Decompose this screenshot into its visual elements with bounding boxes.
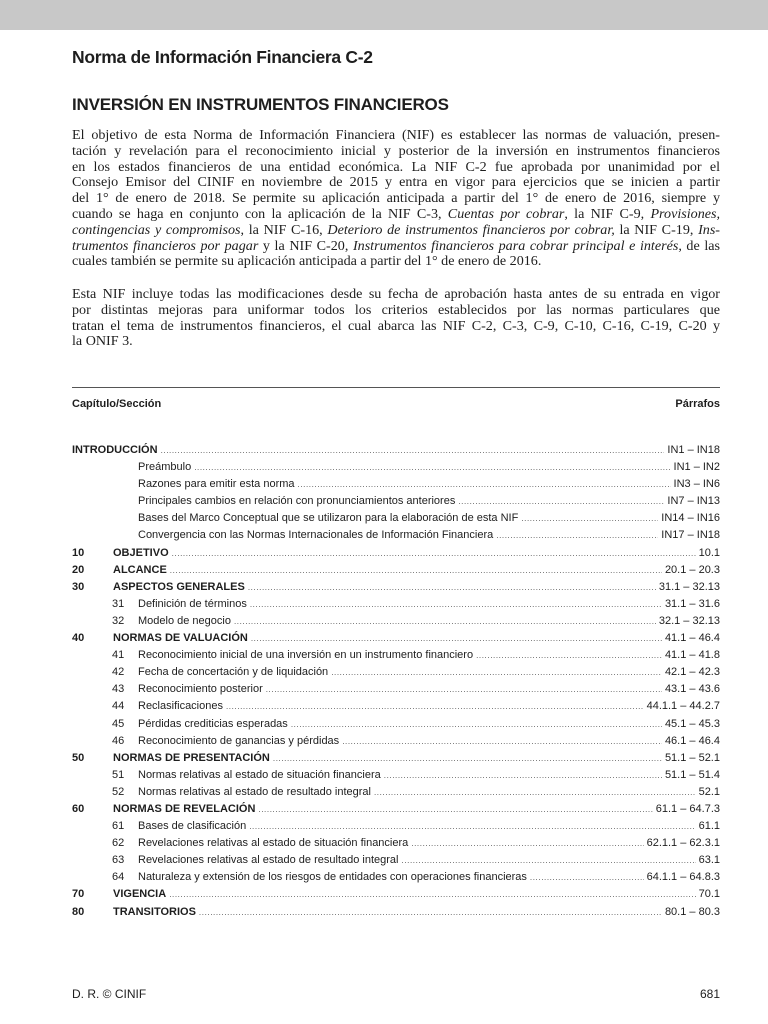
divider-rule: [72, 387, 720, 388]
toc-entry-paragraphs: 41.1 – 41.8: [664, 649, 720, 662]
table-of-contents: [72, 442, 720, 921]
toc-entry-paragraphs: IN1 – IN2: [673, 461, 720, 474]
toc-row: [72, 835, 720, 852]
toc-leader-dots: [476, 647, 662, 664]
toc-entry-title: Definición de términos: [138, 597, 247, 610]
toc-leader-dots: [530, 869, 644, 886]
toc-entry-paragraphs: 46.1 – 46.4: [664, 734, 720, 747]
toc-section-number: 44: [112, 700, 125, 713]
toc-entry-title: ASPECTOS GENERALES: [113, 580, 245, 593]
modifications-paragraph: [72, 287, 720, 350]
toc-entry-title: Fecha de concertación y de liquidación: [138, 666, 329, 679]
objective-paragraph: [72, 128, 720, 270]
modifications-paragraph-line: tratan el tema de instrumentos financieros, el cual abarca las NIF C-2, C-3, C-9, C-10, C-16, C-19, C-20 y: [72, 317, 720, 334]
toc-entry-title: NORMAS DE PRESENTACIÓN: [113, 751, 270, 764]
toc-row: [72, 613, 720, 630]
toc-row: [72, 869, 720, 886]
main-title: INVERSIÓN EN INSTRUMENTOS FINANCIEROS: [72, 95, 449, 114]
toc-entry-paragraphs: 51.1 – 51.4: [664, 768, 720, 781]
toc-entry-paragraphs: 80.1 – 80.3: [664, 905, 720, 918]
toc-entry-paragraphs: 43.1 – 43.6: [664, 683, 720, 696]
toc-leader-dots: [226, 698, 644, 715]
toc-row: [72, 767, 720, 784]
toc-row: [72, 750, 720, 767]
toc-entry-title: Normas relativas al estado de resultado integral: [138, 785, 371, 798]
modifications-paragraph-line: por distintas mejoras para uniformar todos los criterios establecidos por las normas particulares que: [72, 301, 720, 318]
toc-entry-paragraphs: 32.1 – 32.13: [658, 614, 720, 627]
toc-row: [72, 716, 720, 733]
toc-entry-title: Modelo de negocio: [138, 614, 231, 627]
toc-section-number: 64: [112, 871, 125, 884]
objective-paragraph-line: trumentos financieros por pagar y la NIF C-20, Instrumentos financieros para cobrar principal e interés, de las: [72, 237, 720, 254]
toc-leader-dots: [521, 510, 658, 527]
toc-row: [72, 459, 720, 476]
toc-leader-dots: [170, 562, 662, 579]
toc-chapter-number: 40: [72, 632, 85, 645]
toc-chapter-number: 50: [72, 751, 85, 764]
toc-section-number: 41: [112, 649, 125, 662]
toc-entry-title: NORMAS DE VALUACIÓN: [113, 632, 248, 645]
toc-row: [72, 647, 720, 664]
toc-row: [72, 664, 720, 681]
objective-paragraph-line: tación y revelación para el reconocimiento inicial y posterior de la inversión en instrumentos financieros: [72, 142, 720, 159]
toc-header: [72, 398, 720, 410]
objective-paragraph-line: contingencias y compromisos, la NIF C-16, Deterioro de instrumentos financieros por cobrar, la NIF C-19, Ins-: [72, 221, 720, 238]
toc-leader-dots: [194, 459, 670, 476]
toc-entry-title: VIGENCIA: [113, 888, 167, 901]
toc-leader-dots: [496, 527, 658, 544]
toc-row: [72, 442, 720, 459]
toc-leader-dots: [384, 767, 662, 784]
toc-entry-paragraphs: 20.1 – 20.3: [664, 563, 720, 576]
toc-leader-dots: [249, 818, 695, 835]
toc-row: [72, 784, 720, 801]
toc-entry-paragraphs: 42.1 – 42.3: [664, 666, 720, 679]
toc-leader-dots: [258, 801, 652, 818]
toc-entry-title: Normas relativas al estado de situación financiera: [138, 768, 381, 781]
toc-col-chapter-label: Capítulo/Sección: [72, 398, 162, 410]
toc-leader-dots: [291, 716, 662, 733]
toc-chapter-number: 30: [72, 580, 85, 593]
toc-row: [72, 510, 720, 527]
toc-chapter-number: 80: [72, 905, 85, 918]
toc-entry-paragraphs: 45.1 – 45.3: [664, 717, 720, 730]
toc-entry-title: Bases del Marco Conceptual que se utilizaron para la elaboración de esta NIF: [138, 512, 519, 525]
toc-section-number: 32: [112, 614, 125, 627]
toc-row: [72, 476, 720, 493]
toc-entry-title: Naturaleza y extensión de los riesgos de entidades con operaciones financieras: [138, 871, 527, 884]
toc-entry-title: Pérdidas crediticias esperadas: [138, 717, 288, 730]
toc-row: [72, 493, 720, 510]
toc-section-number: 45: [112, 717, 125, 730]
toc-entry-paragraphs: IN1 – IN18: [667, 444, 720, 456]
modifications-paragraph-line: Esta NIF incluye todas las modificaciones desde su fecha de aprobación hasta antes de su entrada en vigor: [72, 286, 720, 302]
toc-leader-dots: [342, 733, 662, 750]
footer-page-number: 681: [699, 987, 720, 1001]
toc-row: [72, 562, 720, 579]
toc-row: [72, 818, 720, 835]
toc-entry-title: Preámbulo: [138, 461, 192, 474]
objective-paragraph-line: Consejo Emisor del CINIF en noviembre de 2015 y entra en vigor para ejercicios que se inicien a partir: [72, 174, 720, 191]
toc-entry-paragraphs: 61.1: [698, 820, 720, 833]
toc-entry-title: Reconocimiento de ganancias y pérdidas: [138, 734, 340, 747]
toc-leader-dots: [169, 886, 695, 903]
toc-chapter-number: 70: [72, 888, 85, 901]
toc-entry-title: ALCANCE: [113, 563, 167, 576]
toc-entry-title: Reconocimiento posterior: [138, 683, 263, 696]
toc-section-number: 61: [112, 820, 125, 833]
toc-entry-paragraphs: 70.1: [698, 888, 720, 901]
toc-entry-paragraphs: 41.1 – 46.4: [664, 632, 720, 645]
objective-paragraph-line: cuando se haga en conjunto con la aplicación de la NIF C-3, Cuentas por cobrar, la NIF C-9, Provisiones,: [72, 205, 720, 222]
modifications-paragraph-line: la ONIF 3.: [72, 333, 133, 350]
toc-entry-paragraphs: 63.1: [698, 854, 720, 867]
toc-leader-dots: [458, 493, 664, 510]
standard-title: Norma de Información Financiera C-2: [72, 47, 373, 67]
toc-row: [72, 886, 720, 903]
toc-row: [72, 630, 720, 647]
toc-section-number: 52: [112, 785, 125, 798]
footer-copyright: D. R. © CINIF: [72, 987, 147, 1001]
toc-entry-paragraphs: 52.1: [698, 785, 720, 798]
toc-entry-title: Convergencia con las Normas Internacionales de Información Financiera: [138, 529, 494, 542]
toc-entry-paragraphs: IN3 – IN6: [673, 478, 720, 491]
toc-chapter-number: 10: [72, 546, 85, 559]
toc-section-number: 51: [112, 768, 125, 781]
toc-row: [72, 681, 720, 698]
toc-chapter-number: 20: [72, 563, 85, 576]
toc-leader-dots: [172, 545, 696, 562]
toc-entry-title: Razones para emitir esta norma: [138, 478, 295, 491]
toc-entry-paragraphs: 64.1.1 – 64.8.3: [646, 871, 720, 884]
objective-paragraph-line: del 1° de enero de 2018. Se permite su aplicación anticipada a partir del 1° de enero de 2016, siempre y: [72, 190, 720, 207]
toc-row: [72, 698, 720, 715]
toc-leader-dots: [248, 579, 656, 596]
toc-entry-paragraphs: 10.1: [698, 546, 720, 559]
toc-entry-paragraphs: IN7 – IN13: [667, 495, 720, 508]
toc-leader-dots: [411, 835, 643, 852]
toc-entry-title: NORMAS DE REVELACIÓN: [113, 802, 256, 815]
toc-leader-dots: [266, 681, 662, 698]
toc-entry-title: TRANSITORIOS: [113, 905, 196, 918]
toc-leader-dots: [273, 750, 662, 767]
toc-section-number: 62: [112, 837, 125, 850]
toc-leader-dots: [402, 852, 696, 869]
toc-leader-dots: [298, 476, 671, 493]
toc-section-number: 46: [112, 734, 125, 747]
toc-row: [72, 527, 720, 544]
toc-section-number: 43: [112, 683, 125, 696]
toc-chapter-number: 60: [72, 802, 85, 815]
toc-entry-title: Principales cambios en relación con pronunciamientos anteriores: [138, 495, 456, 508]
toc-leader-dots: [250, 596, 662, 613]
toc-row: [72, 579, 720, 596]
toc-leader-dots: [161, 442, 665, 459]
toc-leader-dots: [251, 630, 662, 647]
toc-leader-dots: [374, 784, 696, 801]
toc-row: [72, 904, 720, 921]
objective-paragraph-line: cuales también se permite su aplicación anticipada a partir del 1° de enero de 2016.: [72, 253, 542, 270]
toc-leader-dots: [234, 613, 656, 630]
toc-entry-paragraphs: 31.1 – 32.13: [658, 580, 720, 593]
toc-entry-paragraphs: 51.1 – 52.1: [664, 751, 720, 764]
toc-section-number: 31: [112, 597, 125, 610]
toc-entry-paragraphs: IN17 – IN18: [661, 529, 720, 542]
toc-entry-paragraphs: IN14 – IN16: [661, 512, 720, 525]
toc-entry-paragraphs: 62.1.1 – 62.3.1: [646, 837, 720, 850]
toc-entry-title: Revelaciones relativas al estado de resultado integral: [138, 854, 399, 867]
top-gray-bar: [0, 0, 768, 30]
toc-entry-paragraphs: 44.1.1 – 44.2.7: [646, 700, 720, 713]
toc-section-number: 42: [112, 666, 125, 679]
toc-row: [72, 852, 720, 869]
toc-row: [72, 596, 720, 613]
toc-entry-paragraphs: 31.1 – 31.6: [664, 597, 720, 610]
toc-entry-title: Reclasificaciones: [138, 700, 223, 713]
toc-entry-paragraphs: 61.1 – 64.7.3: [655, 802, 720, 815]
toc-leader-dots: [331, 664, 662, 681]
toc-entry-title: Revelaciones relativas al estado de situación financiera: [138, 837, 409, 850]
toc-col-paragraphs-label: Párrafos: [675, 398, 720, 410]
toc-leader-dots: [199, 904, 662, 921]
toc-entry-title: Reconocimiento inicial de una inversión en un instrumento financiero: [138, 649, 474, 662]
toc-entry-title: Bases de clasificación: [138, 820, 247, 833]
objective-paragraph-line: en los estados financieros de una entidad económica. La NIF C-2 fue aprobada por unanimidad por el: [72, 158, 720, 175]
toc-row: [72, 733, 720, 750]
toc-entry-title: OBJETIVO: [113, 546, 169, 559]
toc-entry-title: INTRODUCCIÓN: [72, 444, 158, 456]
toc-section-number: 63: [112, 854, 125, 867]
toc-row: [72, 801, 720, 818]
objective-paragraph-line: El objetivo de esta Norma de Información Financiera (NIF) es establecer las normas de valuación, presen-: [72, 127, 720, 143]
toc-row: [72, 545, 720, 562]
